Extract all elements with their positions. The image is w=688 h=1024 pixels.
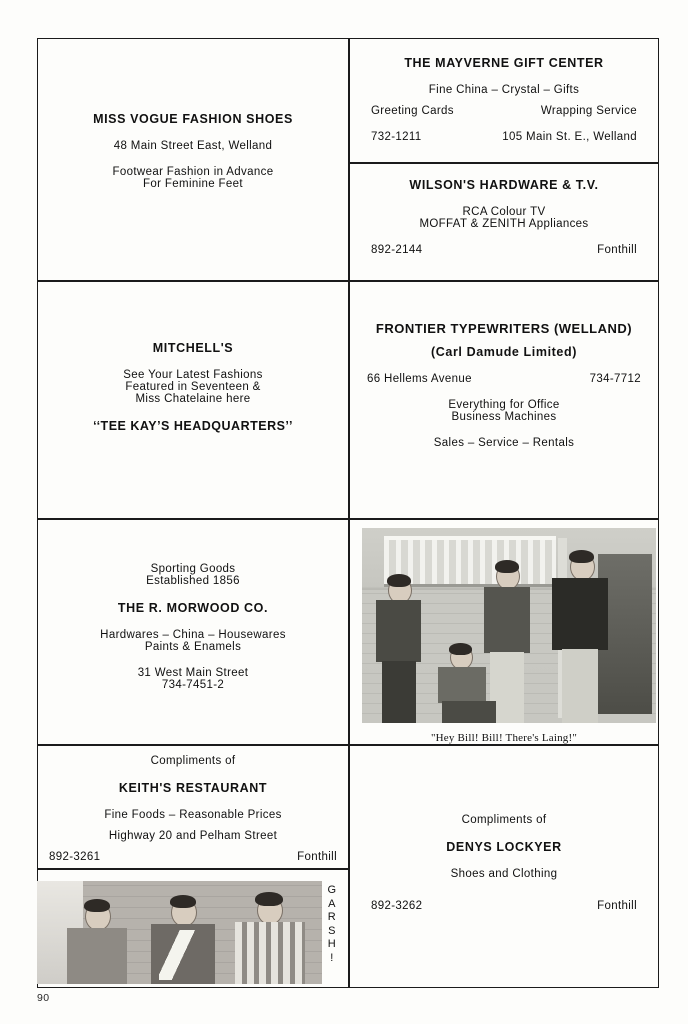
miss-vogue-name: MISS VOGUE FASHION SHOES <box>93 112 293 126</box>
ad-wilsons <box>357 178 651 256</box>
morwood-line-1: Sporting Goods <box>150 563 236 575</box>
denys-contact <box>357 900 651 912</box>
garsh-letter-4: H <box>327 938 337 950</box>
miss-vogue-address: 48 Main Street East, Welland <box>113 140 273 152</box>
garsh-letter-3: S <box>328 924 336 937</box>
frontier-line-2: Business Machines <box>451 411 557 423</box>
mayverne-left-service: Greeting Cards <box>371 105 454 117</box>
wilsons-phone: 892-2144 <box>371 244 423 256</box>
mayverne-name: THE MAYVERNE GIFT CENTER <box>404 56 604 70</box>
keiths-line-1: Fine Foods – Reasonable Prices <box>104 809 282 821</box>
frontier-services: Sales – Service – Rentals <box>433 437 575 449</box>
ad-denys <box>357 814 651 912</box>
garsh-letter-1: A <box>328 897 336 910</box>
frontier-subname: (Carl Damude Limited) <box>431 345 577 359</box>
student-2-with-sash <box>149 898 219 984</box>
denys-phone: 892-3262 <box>371 900 423 912</box>
mitchells-slogan: ‘‘TEE KAY’S HEADQUARTERS’’ <box>93 419 293 433</box>
keiths-line-2: Highway 20 and Pelham Street <box>108 830 278 842</box>
mitchells-line-3: Miss Chatelaine here <box>135 393 251 405</box>
page-number: 90 <box>37 992 50 1004</box>
ad-mitchells <box>45 341 341 433</box>
mayverne-address: 105 Main St. E., Welland <box>502 131 637 143</box>
ad-frontier <box>355 321 653 449</box>
figure-seated <box>436 645 498 723</box>
mitchells-line-2: Featured in Seventeen & <box>125 381 261 393</box>
keiths-name: KEITH'S RESTAURANT <box>118 781 268 795</box>
garsh-letter-2: R <box>327 911 337 923</box>
mayverne-right-service: Wrapping Service <box>540 105 637 117</box>
frontier-contact <box>355 373 653 385</box>
ad-mayverne <box>357 56 651 143</box>
student-1 <box>65 902 131 984</box>
morwood-line-2: Established 1856 <box>146 575 240 587</box>
mayverne-phone: 732-1211 <box>371 131 422 143</box>
frontier-address: 66 Hellems Avenue <box>367 373 472 385</box>
keiths-compliments: Compliments of <box>150 755 236 767</box>
denys-town: Fonthill <box>597 900 637 912</box>
denys-line-1: Shoes and Clothing <box>450 868 558 880</box>
ad-miss-vogue <box>45 112 341 190</box>
ad-keiths <box>45 755 341 863</box>
ad-morwood <box>45 563 341 691</box>
mayverne-goods: Fine China – Crystal – Gifts <box>428 84 580 96</box>
morwood-address: 31 West Main Street <box>137 667 249 679</box>
mayverne-contact <box>357 131 651 143</box>
student-3 <box>235 896 309 984</box>
denys-name: DENYS LOCKYER <box>446 840 562 854</box>
morwood-phone: 734-7451-2 <box>161 679 225 691</box>
wilsons-town: Fonthill <box>597 244 637 256</box>
wilsons-contact <box>357 244 651 256</box>
garsh-vertical-label <box>322 884 342 965</box>
figure-1 <box>370 575 428 723</box>
wilsons-line-1: RCA Colour TV <box>462 206 546 218</box>
sash <box>159 930 205 980</box>
morwood-line-3: Hardwares – China – Housewares <box>100 629 286 641</box>
garsh-letter-5: ! <box>330 951 334 964</box>
figure-3 <box>550 553 612 723</box>
wilsons-line-2: MOFFAT & ZENITH Appliances <box>419 218 589 230</box>
keiths-contact <box>45 851 341 863</box>
garsh-letter-0: G <box>327 884 337 896</box>
keiths-town: Fonthill <box>297 851 337 863</box>
wilsons-name: WILSON'S HARDWARE & T.V. <box>409 178 599 192</box>
frontier-line-1: Everything for Office <box>448 399 560 411</box>
morwood-line-4: Paints & Enamels <box>144 641 242 653</box>
mitchells-name: MITCHELL'S <box>152 341 234 355</box>
miss-vogue-tagline-1: Footwear Fashion in Advance <box>112 166 274 178</box>
denys-compliments: Compliments of <box>461 814 547 826</box>
photo-top-caption: "Hey Bill! Bill! There's Laing!" <box>430 732 578 744</box>
miss-vogue-tagline-2: For Feminine Feet <box>143 178 243 190</box>
keiths-phone: 892-3261 <box>49 851 101 863</box>
frontier-name: FRONTIER TYPEWRITERS (WELLAND) <box>375 321 633 336</box>
photo-boys-by-porch <box>362 528 656 723</box>
frontier-phone: 734-7712 <box>589 373 641 385</box>
morwood-name: THE R. MORWOOD CO. <box>117 601 269 615</box>
mayverne-services <box>357 105 651 117</box>
photo-three-students <box>37 881 322 984</box>
mitchells-line-1: See Your Latest Fashions <box>123 369 263 381</box>
